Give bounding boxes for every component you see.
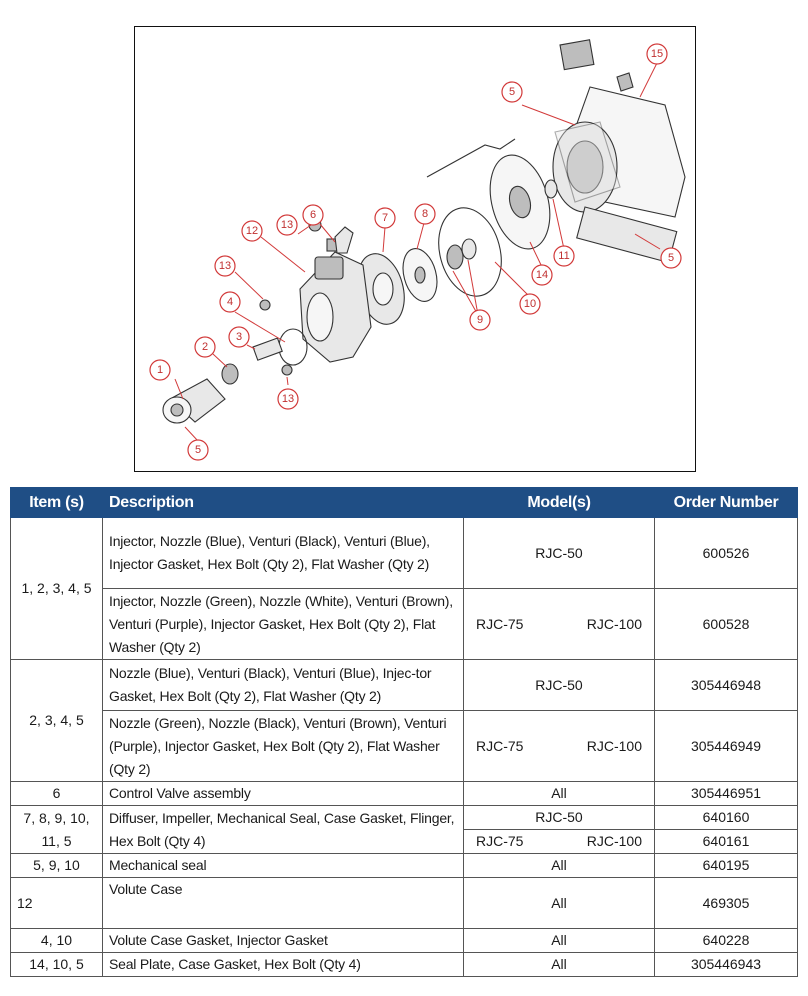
row-description: Injector, Nozzle (Blue), Venturi (Black), Venturi (Blue), Injector Gasket, Hex Bolt (Qty 2), Flat Washer (Qty 2) — [103, 518, 464, 589]
callout-5-right — [661, 248, 681, 268]
control-valve — [335, 227, 353, 253]
row-description: Volute Case Gasket, Injector Gasket — [103, 929, 464, 953]
mechanical-seal — [447, 239, 476, 269]
row-item: 6 — [11, 782, 103, 806]
header-item: Item (s) — [11, 488, 103, 518]
row-model-b: RJC-100 — [586, 737, 642, 754]
row-item: 1, 2, 3, 4, 5 — [11, 518, 103, 660]
seal-plate — [481, 148, 560, 255]
row-model-a: RJC-75 — [476, 833, 524, 849]
row-model-b: RJC-100 — [586, 615, 642, 632]
row-order-number: 600526 — [655, 518, 798, 589]
callout-5-bottom — [188, 440, 208, 460]
row-model-a: RJC-75 — [476, 615, 524, 632]
row-item: 14, 10, 5 — [11, 953, 103, 977]
row-model-a: RJC-75 — [476, 737, 524, 754]
venturi — [253, 338, 282, 360]
callout-1 — [150, 360, 170, 380]
callout-label: 7 — [381, 212, 389, 224]
row-item: 12 — [11, 878, 103, 929]
volute-case — [300, 239, 371, 362]
callout-10 — [520, 294, 540, 314]
row-model: All — [464, 878, 655, 929]
row-item: 4, 10 — [11, 929, 103, 953]
row-order-number: 600528 — [655, 589, 798, 660]
callout-15 — [647, 44, 667, 64]
row-order-number: 640228 — [655, 929, 798, 953]
plug-lower — [282, 365, 292, 375]
callout-label: 5 — [508, 86, 516, 98]
table-row — [11, 711, 798, 782]
row-item: 2, 3, 4, 5 — [11, 660, 103, 782]
row-order-number: 469305 — [655, 878, 798, 929]
row-order-number: 305446949 — [655, 711, 798, 782]
callout-13-top — [277, 215, 297, 235]
row-model: All — [464, 854, 655, 878]
table-row — [11, 878, 798, 929]
callout-label: 10 — [523, 298, 537, 310]
callout-5-top — [502, 82, 522, 102]
row-model — [464, 830, 655, 854]
callout-label: 3 — [235, 331, 243, 343]
flinger — [545, 180, 557, 198]
table-row — [11, 518, 798, 589]
table-row — [11, 806, 798, 830]
row-model: All — [464, 782, 655, 806]
callout-label: 13 — [280, 219, 294, 231]
row-description: Mechanical seal — [103, 854, 464, 878]
nozzle — [222, 364, 238, 384]
row-order-number: 305446943 — [655, 953, 798, 977]
callout-label: 12 — [245, 225, 259, 237]
row-item: 7, 8, 9, 10, 11, 5 — [11, 806, 103, 854]
row-order-number: 305446948 — [655, 660, 798, 711]
callout-label: 6 — [309, 209, 317, 221]
row-order-number: 640160 — [655, 806, 798, 830]
callout-label: 5 — [194, 444, 202, 456]
row-model: RJC-50 — [464, 806, 655, 830]
row-description: Seal Plate, Case Gasket, Hex Bolt (Qty 4) — [103, 953, 464, 977]
callout-label: 15 — [650, 48, 664, 60]
parts-table — [10, 487, 798, 977]
callout-2 — [195, 337, 215, 357]
row-model: All — [464, 929, 655, 953]
row-item: 5, 9, 10 — [11, 854, 103, 878]
callout-label: 2 — [201, 341, 209, 353]
row-model: RJC-50 — [464, 660, 655, 711]
table-row — [11, 589, 798, 660]
callout-label: 8 — [421, 208, 429, 220]
callout-3 — [229, 327, 249, 347]
callout-14 — [532, 265, 552, 285]
row-model-b: RJC-100 — [586, 833, 642, 849]
callout-label: 4 — [226, 296, 234, 308]
callout-label: 14 — [535, 269, 549, 281]
exploded-view-drawing: 1 2 3 4 5 5 5 5 6 7 8 9 10 11 12 13 13 13 14 15 — [135, 27, 697, 473]
row-description: Injector, Nozzle (Green), Nozzle (White), Venturi (Brown), Venturi (Purple), Injector Gasket, Hex Bolt (Qty 2), Flat Washer (Qty 2) — [103, 589, 464, 660]
motor — [553, 40, 685, 263]
callout-13-left — [215, 256, 235, 276]
callout-13-bottom — [278, 389, 298, 409]
injector — [163, 379, 225, 423]
callout-9 — [470, 310, 490, 330]
row-model: All — [464, 953, 655, 977]
callout-8 — [415, 204, 435, 224]
row-order-number: 640195 — [655, 854, 798, 878]
callout-6 — [303, 205, 323, 225]
callout-label: 1 — [156, 364, 164, 376]
table-row — [11, 929, 798, 953]
callout-12 — [242, 221, 262, 241]
row-model — [464, 589, 655, 660]
row-order-number: 305446951 — [655, 782, 798, 806]
table-row — [11, 782, 798, 806]
header-description: Description — [103, 488, 464, 518]
row-description: Nozzle (Green), Nozzle (Black), Venturi (Brown), Venturi (Purple), Injector Gasket, Hex Bolt (Qty 2), Flat Washer (Qty 2) — [103, 711, 464, 782]
row-model — [464, 711, 655, 782]
row-description: Control Valve assembly — [103, 782, 464, 806]
callout-label: 5 — [667, 252, 675, 264]
callout-label: 11 — [558, 250, 570, 262]
row-description: Nozzle (Blue), Venturi (Black), Venturi (Blue), Injec-tor Gasket, Hex Bolt (Qty 2), Flat Washer (Qty 2) — [103, 660, 464, 711]
row-description: Volute Case — [103, 878, 464, 929]
injector-gasket — [279, 329, 307, 365]
table-row — [11, 660, 798, 711]
row-order-number: 640161 — [655, 830, 798, 854]
callout-4 — [220, 292, 240, 312]
row-model: RJC-50 — [464, 518, 655, 589]
header-models: Model(s) — [464, 488, 655, 518]
exploded-view-diagram — [131, 21, 696, 472]
table-row — [11, 953, 798, 977]
callout-11 — [554, 246, 574, 266]
callout-label: 13 — [281, 393, 295, 405]
row-description: Diffuser, Impeller, Mechanical Seal, Case Gasket, Flinger, Hex Bolt (Qty 4) — [103, 806, 464, 854]
callout-label: 9 — [476, 314, 484, 326]
header-order-number: Order Number — [655, 488, 798, 518]
table-row — [11, 854, 798, 878]
callout-7 — [375, 208, 395, 228]
table-header-row — [11, 488, 798, 518]
plug-left — [260, 300, 270, 310]
callout-label: 13 — [218, 260, 232, 272]
